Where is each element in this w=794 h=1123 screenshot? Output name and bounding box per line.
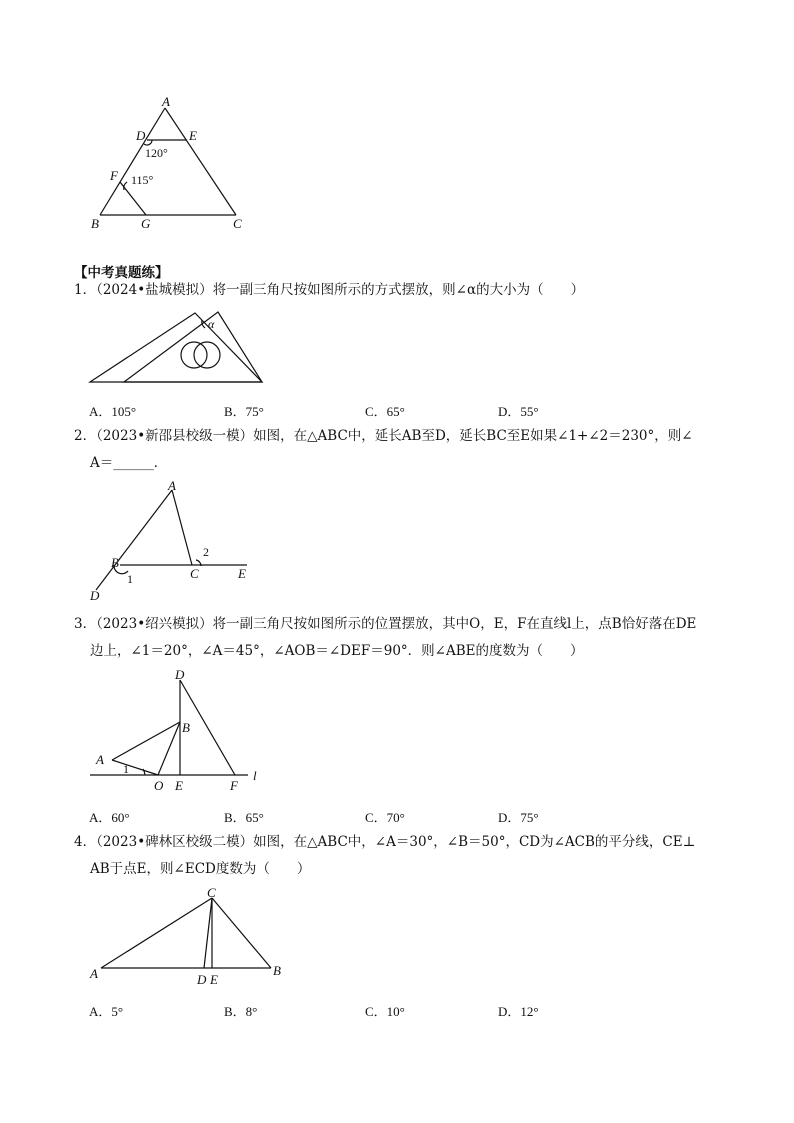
- question-2-figure: [85, 475, 255, 605]
- angle-120: 120°: [145, 146, 168, 160]
- q3-option-c[interactable]: C．70°: [365, 810, 405, 825]
- label-F: F: [110, 168, 118, 183]
- label-G: G: [141, 216, 151, 231]
- label-1: 1: [123, 762, 129, 776]
- label-E: E: [210, 972, 218, 987]
- question-3-line-1: （2023•绍兴模拟）将一副三角尺按如图所示的位置摆放，其中O，E，F在直线l上，点B恰好落在DE: [96, 616, 697, 632]
- question-2-number: 2．: [74, 428, 97, 444]
- question-2-text: [74, 423, 693, 477]
- label-D: D: [136, 128, 146, 143]
- question-1-line-1: （2024•盐城模拟）将一副三角尺按如图所示的方式摆放，则∠α的大小为（ ）: [96, 282, 585, 298]
- label-A: A: [90, 966, 98, 981]
- label-B: B: [273, 963, 281, 978]
- label-E: E: [175, 778, 183, 793]
- label-B: B: [111, 555, 119, 570]
- top-triangle-figure: [80, 90, 260, 235]
- question-4-figure: [85, 880, 290, 990]
- question-1-figure: [85, 305, 270, 390]
- label-D: D: [175, 667, 185, 682]
- q1-option-d[interactable]: D．55°: [498, 404, 539, 419]
- question-1-text: [74, 277, 584, 304]
- question-4-line-1: （2023•碑林区校级二模）如图，在△ABC中，∠A＝30°，∠B＝50°，CD为∠ACB的平分线，CE⊥: [96, 834, 696, 850]
- q4-option-a[interactable]: A．5°: [89, 1004, 124, 1019]
- question-3-line-2: 边上，∠1＝20°，∠A＝45°，∠AOB＝∠DEF＝90°．则∠ABE的度数为（ ）: [90, 643, 584, 659]
- question-3-figure: [85, 665, 270, 795]
- label-C: C: [207, 885, 216, 900]
- label-E: E: [238, 566, 246, 581]
- question-1-number: 1．: [74, 282, 97, 298]
- label-A: A: [168, 478, 176, 493]
- label-1: 1: [127, 572, 133, 586]
- question-4-text: [74, 829, 695, 883]
- q1-option-c[interactable]: C．65°: [365, 404, 405, 419]
- question-3-text: [74, 611, 696, 665]
- label-O: O: [154, 778, 164, 793]
- q4-option-b[interactable]: B．8°: [224, 1004, 258, 1019]
- label-A: A: [96, 752, 104, 767]
- q4-option-d[interactable]: D．12°: [498, 1004, 539, 1019]
- label-D: D: [197, 972, 207, 987]
- question-4-line-2: AB于点E，则∠ECD度数为（ ）: [90, 861, 311, 877]
- alpha-label: α: [208, 317, 215, 331]
- q1-option-b[interactable]: B．75°: [224, 404, 264, 419]
- label-B: B: [91, 216, 99, 231]
- angle-115: 115°: [131, 173, 154, 187]
- label-C: C: [190, 566, 199, 581]
- label-D: D: [90, 588, 100, 603]
- label-F: F: [230, 778, 238, 793]
- label-2: 2: [203, 545, 209, 559]
- label-A: A: [162, 94, 170, 109]
- label-B: B: [182, 720, 190, 735]
- label-l: l: [253, 768, 257, 783]
- question-2-line-1: （2023•新邵县校级一模）如图，在△ABC中，延长AB至D，延长BC至E如果∠1+∠2＝230°，则∠: [96, 428, 693, 444]
- question-3-number: 3．: [74, 616, 97, 632]
- q3-option-a[interactable]: A．60°: [89, 810, 130, 825]
- label-C: C: [233, 216, 242, 231]
- q1-option-a[interactable]: A．105°: [89, 404, 137, 419]
- question-2-line-2: A＝______．: [90, 455, 168, 471]
- question-4-number: 4．: [74, 834, 97, 850]
- q4-option-c[interactable]: C．10°: [365, 1004, 405, 1019]
- label-E: E: [189, 128, 197, 143]
- section-title: 【中考真题练】: [74, 265, 169, 281]
- q3-option-b[interactable]: B．65°: [224, 810, 264, 825]
- q3-option-d[interactable]: D．75°: [498, 810, 539, 825]
